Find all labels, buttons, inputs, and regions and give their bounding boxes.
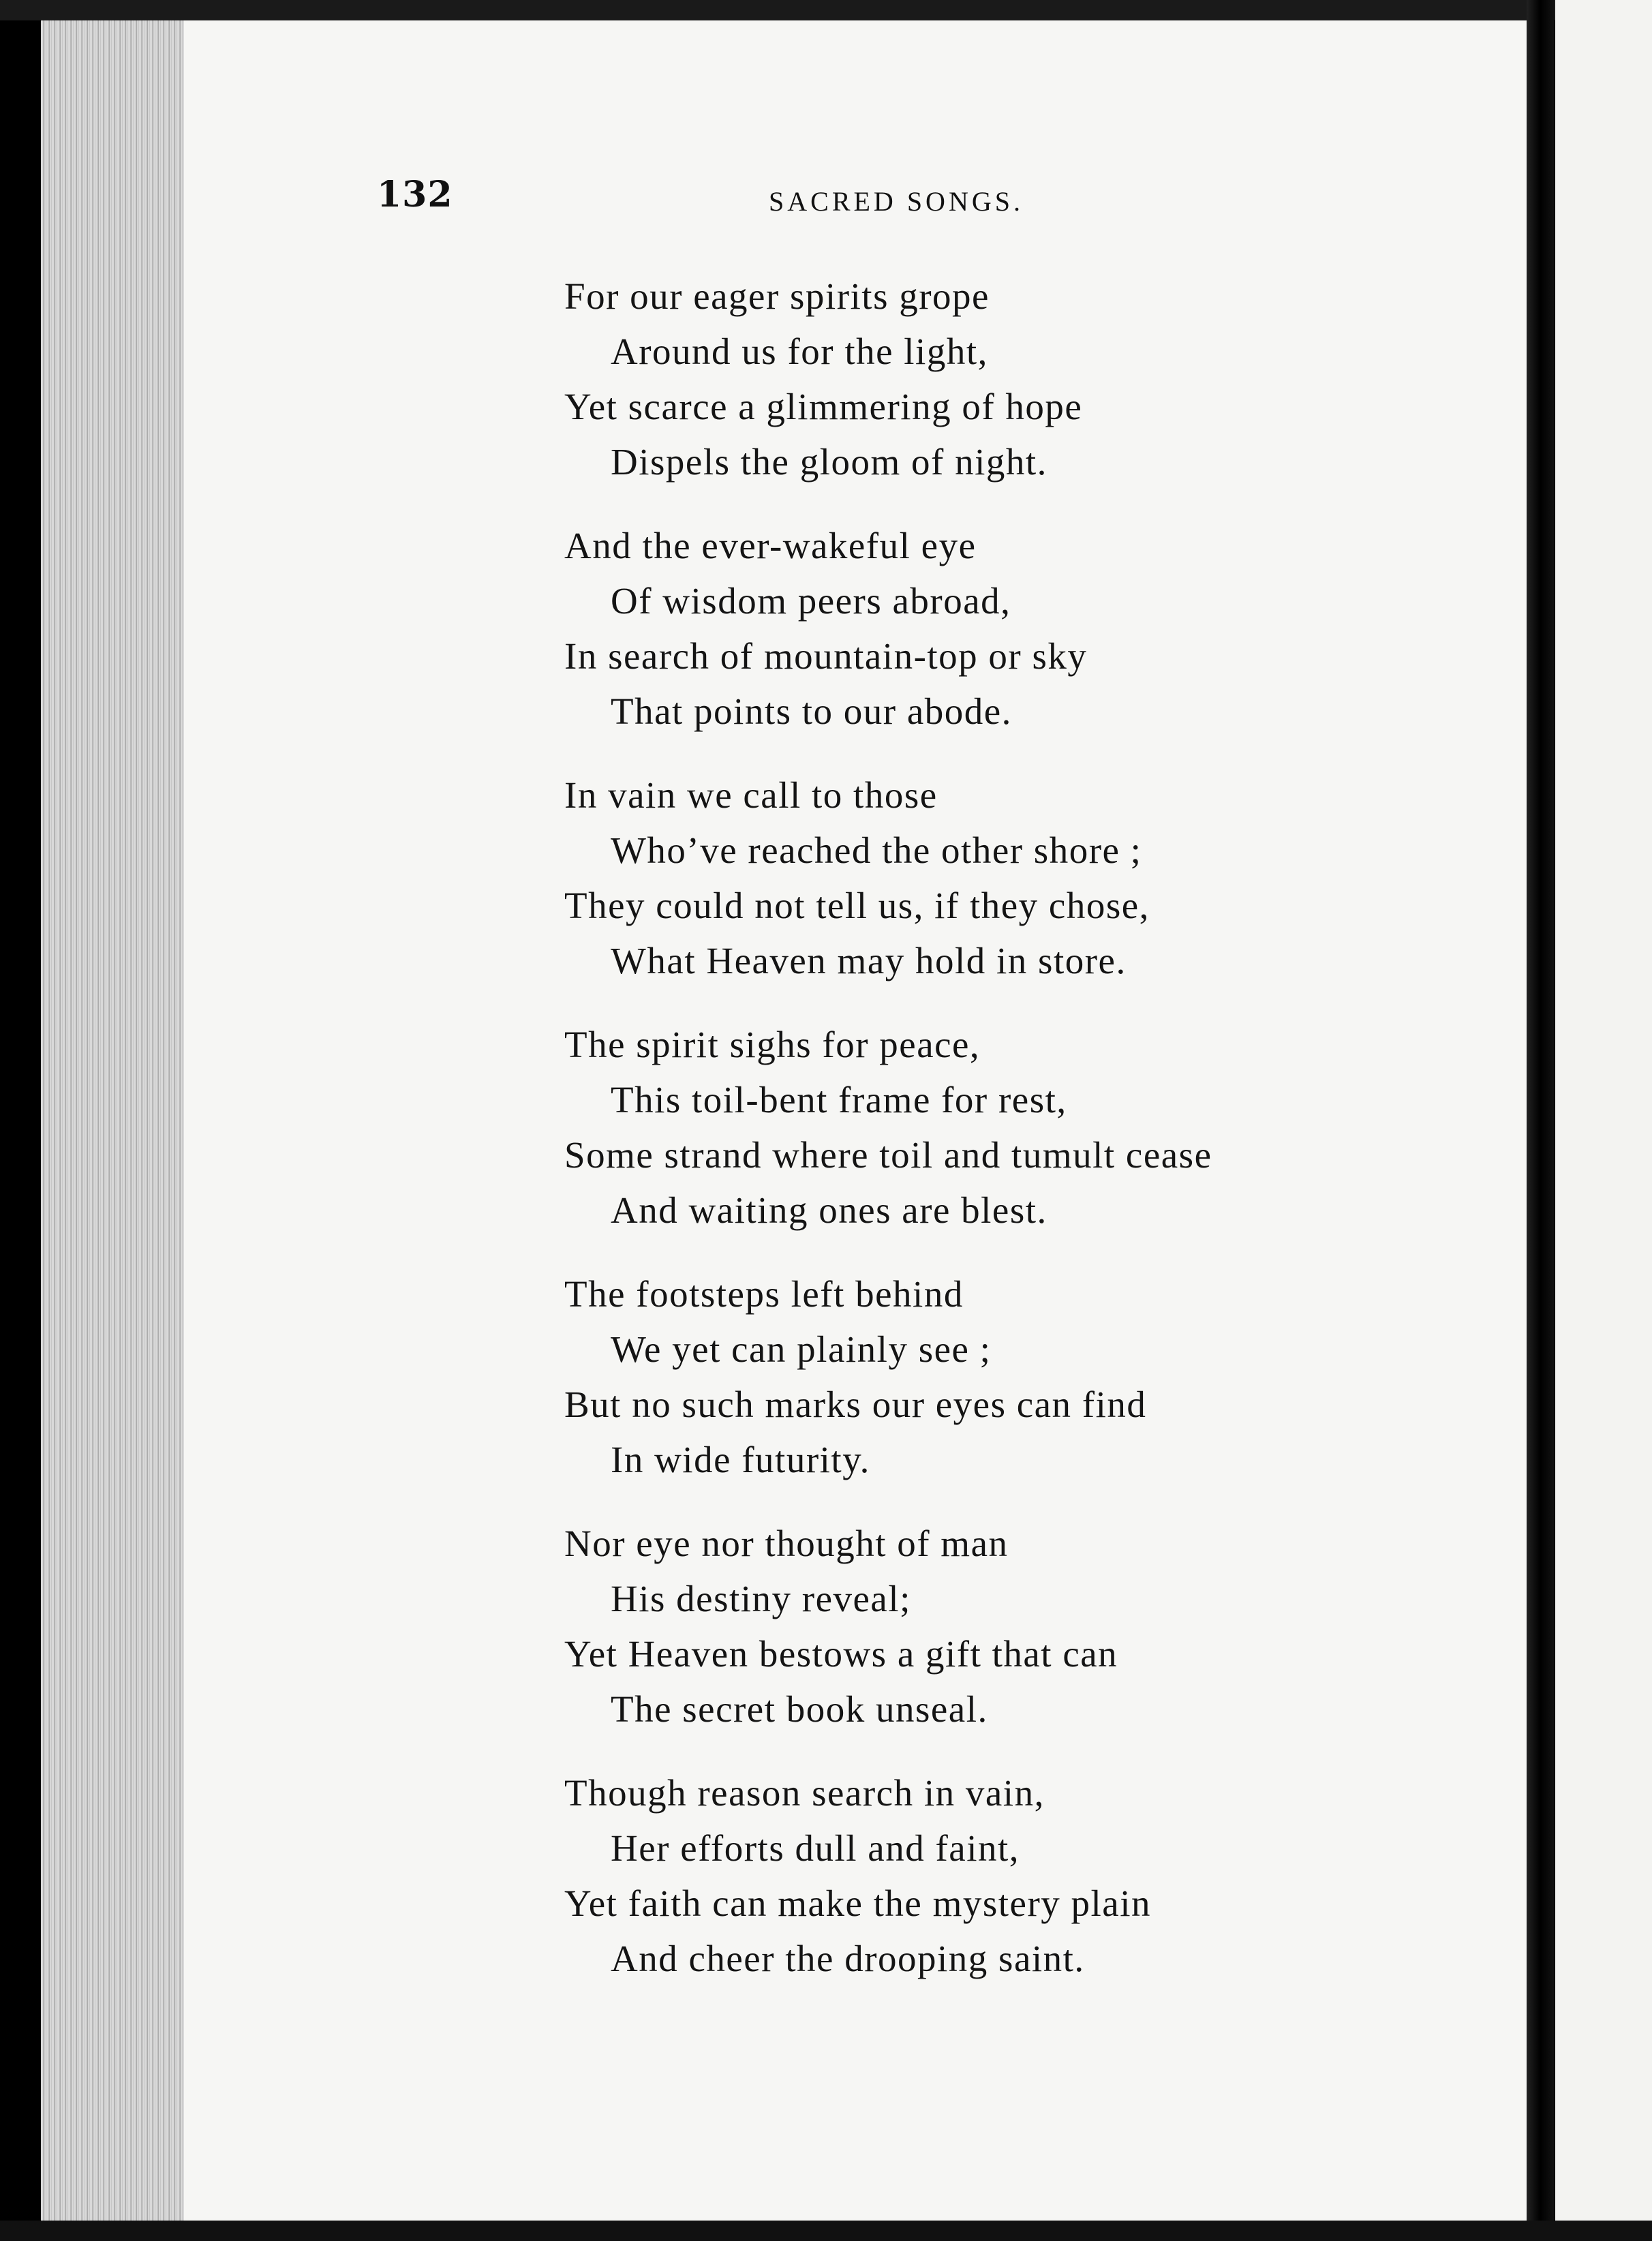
poem-line: And waiting ones are blest. bbox=[611, 1189, 1047, 1231]
poem-line: Yet Heaven bestows a gift that can bbox=[564, 1633, 1118, 1675]
poem-line: In search of mountain-top or sky bbox=[564, 635, 1088, 677]
poem-line: They could not tell us, if they chose, bbox=[564, 885, 1150, 926]
poem-line: In wide futurity. bbox=[611, 1439, 870, 1480]
running-title: SACRED SONGS. bbox=[769, 186, 1024, 217]
scan-bottom-border bbox=[0, 2221, 1652, 2241]
poem-line: We yet can plainly see ; bbox=[611, 1328, 992, 1370]
poem-line: And cheer the drooping saint. bbox=[611, 1938, 1085, 1979]
stanza bbox=[564, 1017, 1382, 1238]
poem-line: The secret book unseal. bbox=[611, 1688, 988, 1730]
poem-line: This toil-bent frame for rest, bbox=[611, 1079, 1067, 1120]
page-number: 132 bbox=[377, 174, 453, 215]
stanza bbox=[564, 269, 1382, 489]
poem-line: Her efforts dull and faint, bbox=[611, 1827, 1020, 1869]
stanza bbox=[564, 767, 1382, 988]
poem-line: Some strand where toil and tumult cease bbox=[564, 1134, 1212, 1176]
poem-line: His destiny reveal; bbox=[611, 1578, 911, 1619]
poem-line: Who’ve reached the other shore ; bbox=[611, 829, 1142, 871]
poem-body bbox=[564, 269, 1382, 2015]
poem-line: What Heaven may hold in store. bbox=[611, 940, 1127, 981]
poem-line: Dispels the gloom of night. bbox=[611, 441, 1047, 483]
poem-line: Nor eye nor thought of man bbox=[564, 1523, 1009, 1564]
page-edges bbox=[41, 20, 198, 2222]
stanza bbox=[564, 518, 1382, 739]
book-gutter bbox=[1527, 0, 1554, 2241]
poem-line: The spirit sighs for peace, bbox=[564, 1024, 981, 1065]
poem-line: Yet scarce a glimmering of hope bbox=[564, 386, 1083, 427]
scan-top-border bbox=[0, 0, 1652, 20]
poem-line: The footsteps left behind bbox=[564, 1273, 964, 1315]
poem-line: Of wisdom peers abroad, bbox=[611, 580, 1011, 622]
poem-line: Yet faith can make the mystery plain bbox=[564, 1882, 1151, 1924]
stanza bbox=[564, 1516, 1382, 1737]
stanza bbox=[564, 1266, 1382, 1487]
facing-page-edge bbox=[1555, 0, 1652, 2241]
stanza bbox=[564, 1765, 1382, 1986]
poem-line: In vain we call to those bbox=[564, 774, 938, 816]
poem-line: And the ever-wakeful eye bbox=[564, 525, 977, 566]
poem-line: Around us for the light, bbox=[611, 331, 988, 372]
poem-line: But no such marks our eyes can find bbox=[564, 1384, 1147, 1425]
poem-line: That points to our abode. bbox=[611, 690, 1012, 732]
poem-line: Though reason search in vain, bbox=[564, 1772, 1045, 1814]
poem-line: For our eager spirits grope bbox=[564, 275, 990, 317]
